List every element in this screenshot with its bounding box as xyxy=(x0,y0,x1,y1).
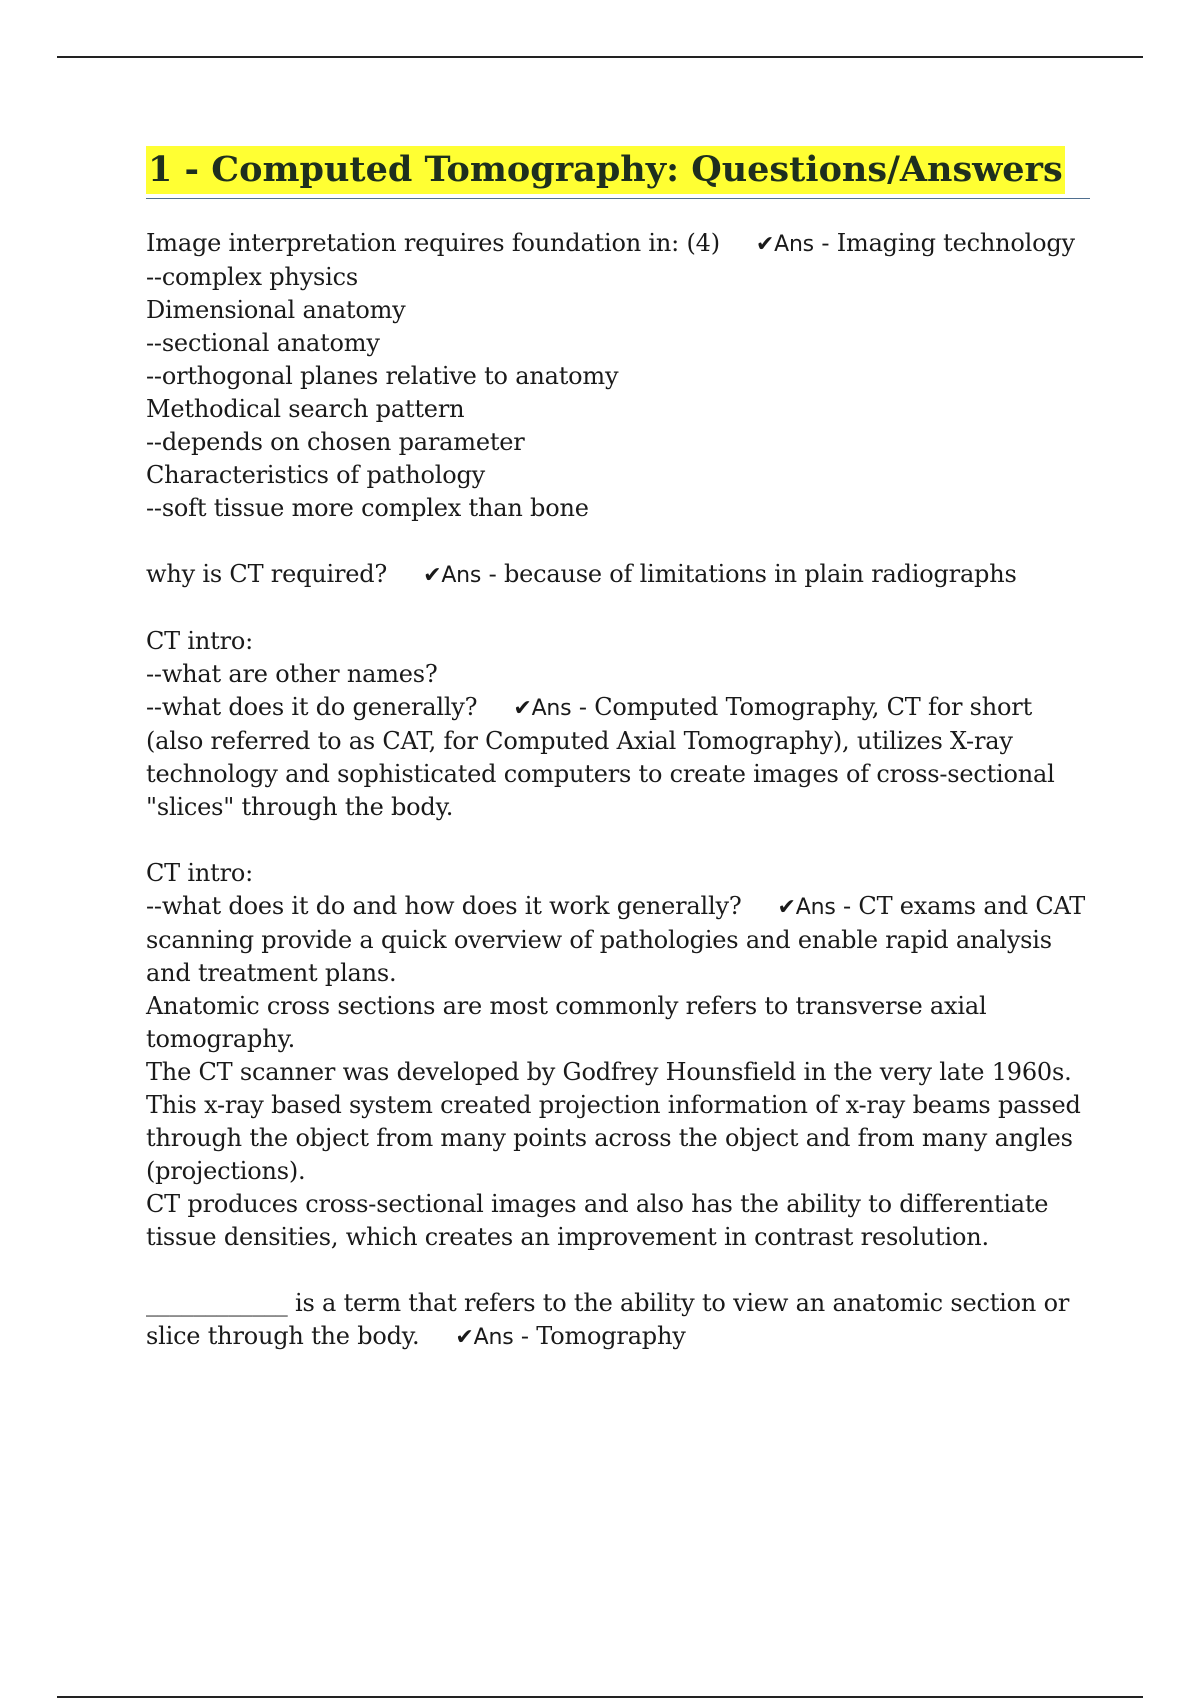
answer-text: Tomography xyxy=(536,1322,686,1350)
qa-entry xyxy=(146,558,1090,592)
answer-marker xyxy=(455,1322,536,1350)
qa-entry xyxy=(146,625,1090,824)
answer-text: Computed Tomography, CT for short (also referred to as CAT, for Computed Axial Tomography), utilizes X-ray technology and sophisticated computers to create images of cross-sectional "slices" through the body. xyxy=(146,693,1063,821)
check-icon: ✔Ans xyxy=(455,1325,514,1350)
fill-in-blank: ____________ xyxy=(146,1289,288,1317)
qa-entry xyxy=(146,1287,1090,1354)
answer-text: CT exams and CAT scanning provide a quick overview of pathologies and enable rapid analysis and treatment plans. Anatomic cross sections are most commonly refers to transverse axial tomography. The CT scanner was developed by Godfrey Hounsfield in the very late 1960s. This x-ray based system created projection information of x-ray beams passed through the object from many points across the object and from many angles (projections). CT produces cross-sectional images and also has the ability to differentiate tissue densities, which creates an improvement in contrast resolution. xyxy=(146,892,1086,1251)
answer-marker xyxy=(513,693,594,721)
title-block xyxy=(146,146,1090,199)
answer-separator: - xyxy=(481,560,504,588)
qa-entry xyxy=(146,857,1090,1254)
question-text: is a term that refers to the ability to view an anatomic section or slice through the body. xyxy=(146,1289,1077,1350)
document-body xyxy=(146,146,1090,1387)
check-icon: ✔Ans xyxy=(755,232,814,257)
question-text: CT intro: --what are other names? --what does it do generally? xyxy=(146,627,478,721)
answer-text: Imaging technology --complex physics Dimensional anatomy --sectional anatomy --orthogonal planes relative to anatomy Methodical search pattern --depends on chosen parameter Characteristics of pathology --soft tissue more complex than bone xyxy=(146,229,1075,522)
qa-entry xyxy=(146,227,1090,525)
page-top-rule xyxy=(57,56,1143,58)
question-text: Image interpretation requires foundation in: (4) xyxy=(146,229,720,257)
check-icon: ✔Ans xyxy=(513,696,572,721)
page-bottom-rule xyxy=(57,1696,1143,1698)
check-icon: ✔Ans xyxy=(423,563,482,588)
answer-separator: - xyxy=(835,892,859,920)
check-icon: ✔Ans xyxy=(777,895,836,920)
answer-marker xyxy=(778,892,859,920)
answer-marker xyxy=(756,229,837,257)
answer-separator: - xyxy=(513,1322,537,1350)
answer-separator: - xyxy=(571,693,595,721)
question-text: why is CT required? xyxy=(146,560,388,588)
answer-text: because of limitations in plain radiographs xyxy=(503,560,1017,588)
question-text: CT intro: --what does it do and how does it work generally? xyxy=(146,859,742,920)
answer-separator: - xyxy=(813,229,837,257)
document-title: 1 - Computed Tomography: Questions/Answers xyxy=(146,146,1065,194)
answer-marker xyxy=(423,560,504,588)
